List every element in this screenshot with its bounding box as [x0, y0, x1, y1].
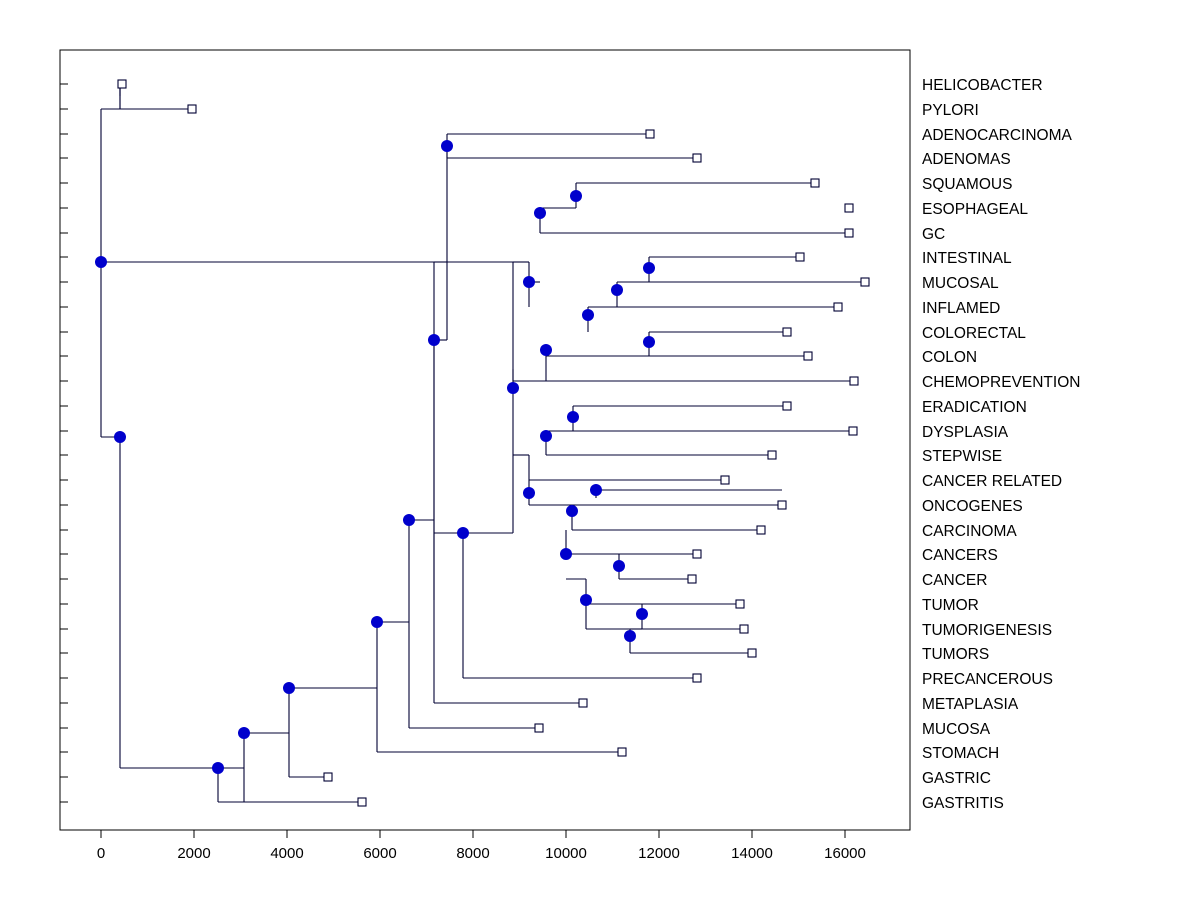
leaf-label: PRECANCEROUS [922, 671, 1053, 688]
leaf-label: COLON [922, 349, 978, 366]
leaf-label: MUCOSAL [922, 275, 999, 292]
leaf-label: TUMORIGENESIS [922, 622, 1053, 639]
plot-frame [60, 50, 910, 830]
leaf-label: TUMORS [922, 646, 990, 663]
leaf-label: ERADICATION [922, 399, 1027, 416]
leaf-label: CHEMOPREVENTION [922, 374, 1081, 391]
leaf-label: INFLAMED [922, 300, 1001, 317]
leaf-labels [922, 77, 1080, 812]
leaf-label: GASTRITIS [922, 795, 1004, 812]
leaf-label: METAPLASIA [922, 696, 1019, 713]
leaf-label: CANCER [922, 572, 988, 589]
x-tick-label: 0 [96, 845, 106, 862]
leaf-label: MUCOSA [922, 721, 991, 738]
leaf-label: ADENOMAS [922, 151, 1011, 168]
leaf-label: CANCERS [922, 547, 998, 564]
x-tick-label: 6000 [363, 845, 397, 862]
x-tick-label: 16000 [824, 845, 866, 862]
dendrogram-links [101, 84, 865, 802]
leaf-label: GASTRIC [922, 770, 991, 787]
y-axis-ticks [60, 84, 68, 802]
leaf-label: DYSPLASIA [922, 424, 1009, 441]
x-tick-label: 2000 [177, 845, 211, 862]
leaf-label: ONCOGENES [922, 498, 1023, 515]
leaf-label: CANCER RELATED [922, 473, 1063, 490]
leaf-label: INTESTINAL [922, 250, 1012, 267]
merge-node-markers [95, 140, 655, 774]
leaf-label: SQUAMOUS [922, 176, 1013, 193]
x-tick-label: 12000 [638, 845, 680, 862]
x-tick-label: 8000 [456, 845, 490, 862]
leaf-label: ADENOCARCINOMA [922, 127, 1072, 144]
leaf-tip-markers [118, 80, 869, 806]
leaf-label: COLORECTAL [922, 325, 1026, 342]
leaf-label: PYLORI [922, 102, 979, 119]
x-tick-label: 14000 [731, 845, 773, 862]
x-tick-label: 4000 [270, 845, 304, 862]
x-tick-label: 10000 [545, 845, 587, 862]
leaf-label: CARCINOMA [922, 523, 1017, 540]
leaf-label: GC [922, 226, 946, 243]
leaf-label: STOMACH [922, 745, 1000, 762]
leaf-label: STEPWISE [922, 448, 1003, 465]
leaf-label: HELICOBACTER [922, 77, 1043, 94]
leaf-label: ESOPHAGEAL [922, 201, 1028, 218]
x-axis-ticks [101, 830, 845, 838]
leaf-label: TUMOR [922, 597, 979, 614]
x-tick-labels [97, 845, 866, 862]
